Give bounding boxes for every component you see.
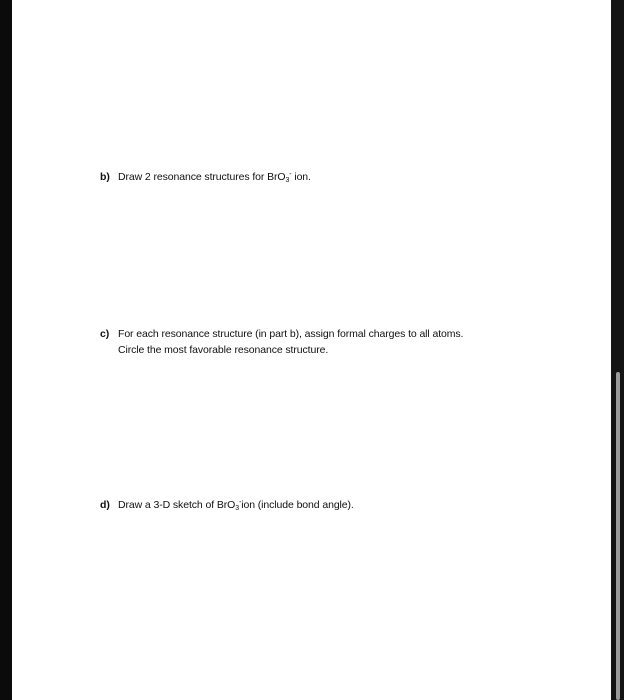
question-c-line1: For each resonance structure (in part b), assign formal charges to all atoms. [118, 328, 464, 340]
question-b [100, 169, 311, 185]
question-b-subscript: 3 [285, 177, 290, 184]
question-d-text: Draw a 3-D sketch of BrO [118, 499, 236, 511]
question-d-text-end: ion (include bond angle). [241, 499, 354, 511]
question-b-text-end: ion. [291, 171, 311, 183]
question-d-letter: d) [100, 499, 110, 511]
question-b-letter: b) [100, 171, 110, 183]
scrollbar-thumb[interactable] [616, 372, 620, 700]
question-c-line2: Circle the most favorable resonance structure. [118, 344, 329, 356]
question-d-superscript: - [239, 499, 242, 506]
question-b-superscript: - [289, 171, 292, 178]
question-d-subscript: 3 [235, 505, 240, 512]
document-page [12, 0, 611, 700]
question-d [100, 497, 354, 513]
question-c-letter: c) [100, 328, 110, 340]
question-b-text: Draw 2 resonance structures for BrO [118, 171, 286, 183]
question-c [100, 326, 463, 358]
